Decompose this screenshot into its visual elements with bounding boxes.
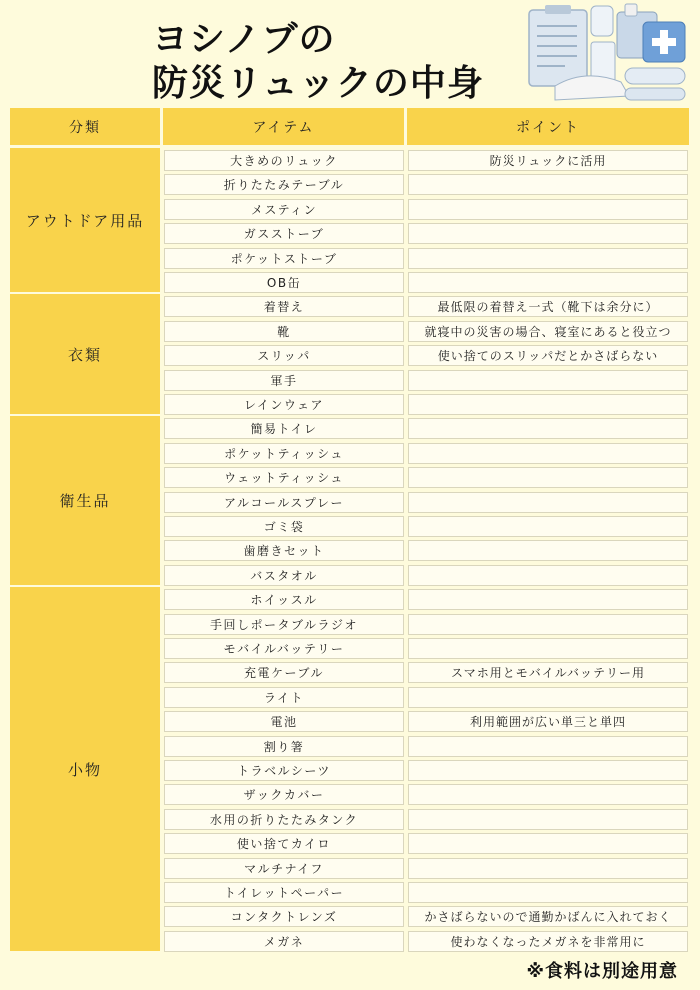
category-cell: アウトドア用品 — [10, 148, 160, 292]
point-cell — [408, 736, 688, 757]
point-cell — [408, 272, 688, 293]
emergency-supplies-illustration — [525, 2, 697, 106]
point-cell — [408, 589, 688, 610]
item-cell: 着替え — [164, 296, 404, 317]
point-cell: 防災リュックに活用 — [408, 150, 688, 171]
item-cell: レインウェア — [164, 394, 404, 415]
header-item: アイテム — [163, 108, 404, 145]
point-cell — [408, 833, 688, 854]
title-line-2: 防災リュックの中身 — [152, 63, 484, 104]
item-cell: 折りたたみテーブル — [164, 174, 404, 195]
point-cell — [408, 638, 688, 659]
point-cell — [408, 540, 688, 561]
item-cell: ポケットティッシュ — [164, 443, 404, 464]
point-cell — [408, 492, 688, 513]
point-cell: 使わなくなったメガネを非常用に — [408, 931, 688, 952]
point-cell — [408, 614, 688, 635]
item-cell: 手回しポータブルラジオ — [164, 614, 404, 635]
category-cell: 衛生品 — [10, 416, 160, 585]
item-cell: コンタクトレンズ — [164, 906, 404, 927]
item-cell: ライト — [164, 687, 404, 708]
page-title — [152, 18, 484, 106]
point-cell — [408, 760, 688, 781]
item-cell: ザックカバー — [164, 784, 404, 805]
point-cell — [408, 199, 688, 220]
point-cell — [408, 565, 688, 586]
point-cell — [408, 516, 688, 537]
item-cell: バスタオル — [164, 565, 404, 586]
item-cell: 割り箸 — [164, 736, 404, 757]
item-cell: トイレットペーパー — [164, 882, 404, 903]
point-cell — [408, 174, 688, 195]
point-cell — [408, 809, 688, 830]
point-cell: 使い捨てのスリッパだとかさばらない — [408, 345, 688, 366]
item-cell: ウェットティッシュ — [164, 467, 404, 488]
item-cell: ポケットストーブ — [164, 248, 404, 269]
point-cell: かさばらないので通勤かばんに入れておく — [408, 906, 688, 927]
category-cell: 衣類 — [10, 294, 160, 414]
item-cell: 軍手 — [164, 370, 404, 391]
item-cell: 歯磨きセット — [164, 540, 404, 561]
item-cell: マルチナイフ — [164, 858, 404, 879]
point-cell — [408, 370, 688, 391]
point-cell — [408, 443, 688, 464]
point-cell: スマホ用とモバイルバッテリー用 — [408, 662, 688, 683]
item-cell: モバイルバッテリー — [164, 638, 404, 659]
item-cell: 水用の折りたたみタンク — [164, 809, 404, 830]
point-cell — [408, 248, 688, 269]
point-cell — [408, 784, 688, 805]
item-cell: スリッパ — [164, 345, 404, 366]
item-cell: 使い捨てカイロ — [164, 833, 404, 854]
point-cell — [408, 467, 688, 488]
point-cell: 就寝中の災害の場合、寝室にあると役立つ — [408, 321, 688, 342]
item-cell: 靴 — [164, 321, 404, 342]
item-cell: メガネ — [164, 931, 404, 952]
footnote: ※食料は別途用意 — [526, 961, 678, 982]
header-category: 分類 — [10, 108, 160, 145]
point-cell: 利用範囲が広い単三と単四 — [408, 711, 688, 732]
point-cell — [408, 394, 688, 415]
point-cell — [408, 858, 688, 879]
item-cell: アルコールスプレー — [164, 492, 404, 513]
item-cell: 大きめのリュック — [164, 150, 404, 171]
item-cell: 簡易トイレ — [164, 418, 404, 439]
item-cell: 電池 — [164, 711, 404, 732]
header-point: ポイント — [407, 108, 689, 145]
item-cell: ガスストーブ — [164, 223, 404, 244]
item-cell: メスティン — [164, 199, 404, 220]
point-cell: 最低限の着替え一式（靴下は余分に） — [408, 296, 688, 317]
point-cell — [408, 687, 688, 708]
title-line-1: ヨシノブの — [152, 19, 336, 60]
item-cell: ホイッスル — [164, 589, 404, 610]
item-cell: 充電ケーブル — [164, 662, 404, 683]
item-cell: トラベルシーツ — [164, 760, 404, 781]
point-cell — [408, 418, 688, 439]
item-cell: OB缶 — [164, 272, 404, 293]
point-cell — [408, 882, 688, 903]
item-cell: ゴミ袋 — [164, 516, 404, 537]
category-cell: 小物 — [10, 587, 160, 951]
point-cell — [408, 223, 688, 244]
